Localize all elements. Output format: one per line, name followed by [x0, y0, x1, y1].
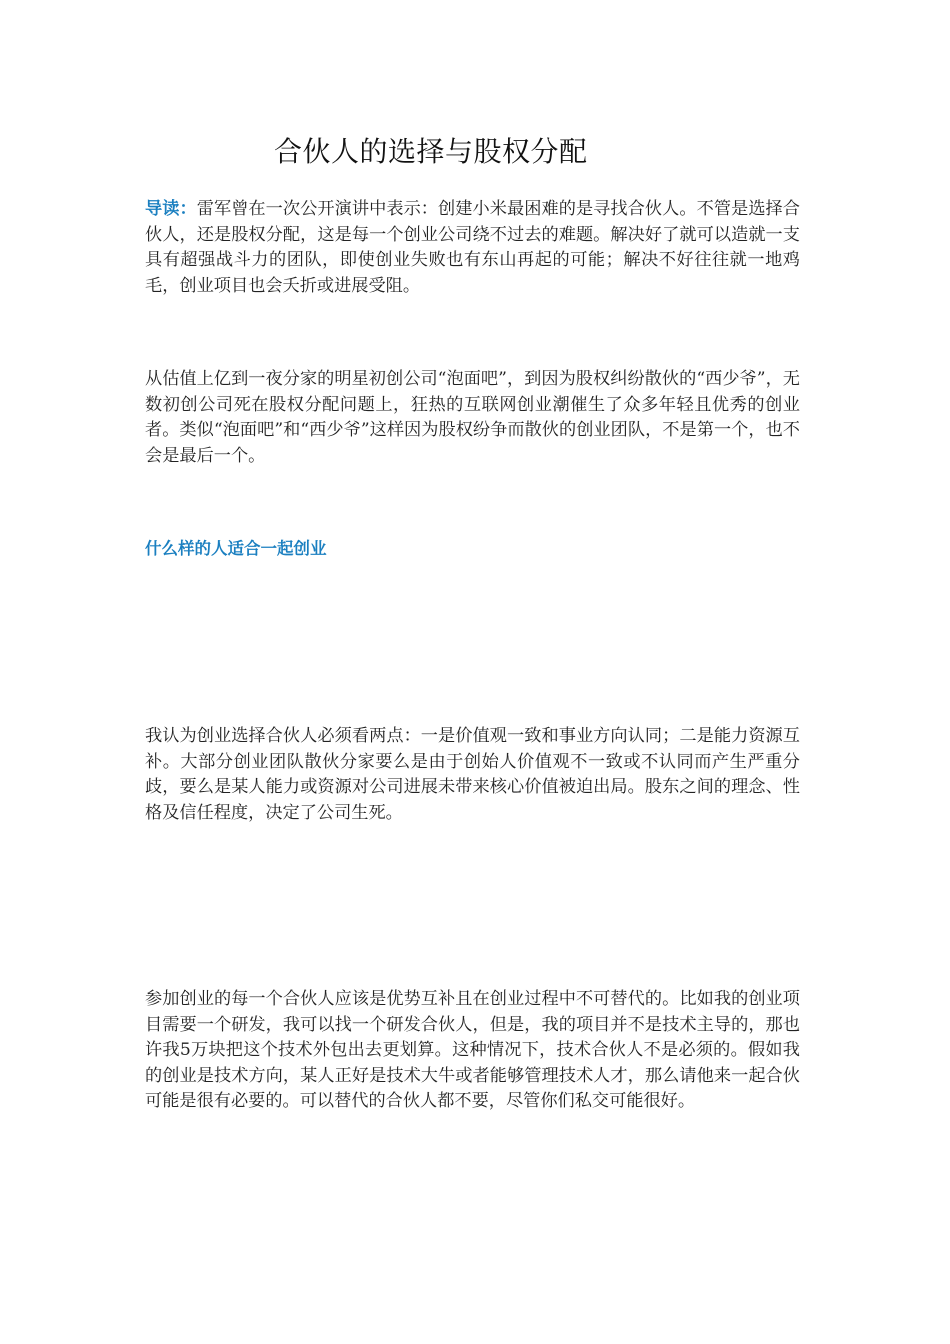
lead-paragraph [145, 197, 800, 299]
section-heading: 什么样的人适合一起创业 [145, 539, 327, 558]
lead-label: 导读： [145, 199, 197, 219]
paragraph-4: 参加创业的每一个合伙人应该是优势互补且在创业过程中不可替代的。比如我的创业项目需要一个研发，我可以找一个研发合伙人，但是，我的项目并不是技术主导的，那也许我5万块把这个技术外包出去更划算。这种情况下，技术合伙人不是必须的。假如我的创业是技术方向，某人正好是技术大牛或者能够管理技术人才，那么请他来一起合伙可能是很有必要的。可以替代的合伙人都不要，尽管你们私交可能很好。 [145, 989, 800, 1111]
document-title: 合伙人的选择与股权分配 [274, 135, 588, 168]
paragraph-2: 从估值上亿到一夜分家的明星初创公司“泡面吧”，到因为股权纠纷散伙的“西少爷”，无数初创公司死在股权分配问题上，狂热的互联网创业潮催生了众多年轻且优秀的创业者。类似“泡面吧”和“西少爷”这样因为股权纷争而散伙的创业团队，不是第一个，也不会是最后一个。 [145, 369, 800, 466]
paragraph-3: 我认为创业选择合伙人必须看两点：一是价值观一致和事业方向认同；二是能力资源互补。大部分创业团队散伙分家要么是由于创始人价值观不一致或不认同而产生严重分歧，要么是某人能力或资源对公司进展未带来核心价值被迫出局。股东之间的理念、性格及信任程度，决定了公司生死。 [145, 726, 800, 823]
lead-text: 雷军曾在一次公开演讲中表示：创建小米最困难的是寻找合伙人。不管是选择合伙人，还是股权分配，这是每一个创业公司绕不过去的难题。解决好了就可以造就一支具有超强战斗力的团队，即使创业失败也有东山再起的可能；解决不好往往就一地鸡毛，创业项目也会夭折或进展受阻。 [145, 199, 800, 296]
